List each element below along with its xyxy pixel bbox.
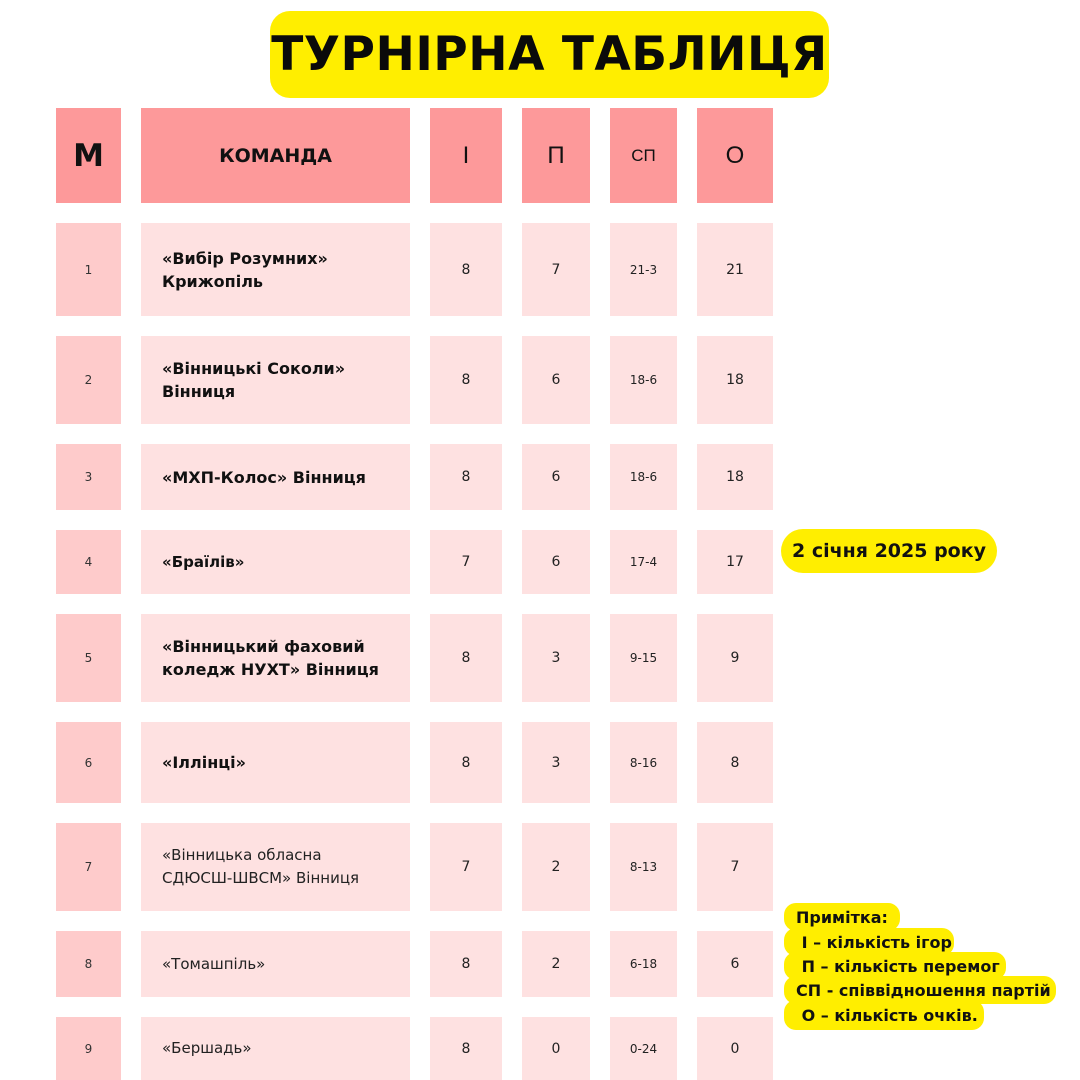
games-cell: 8: [430, 336, 502, 424]
header-games: І: [430, 108, 502, 203]
sets-cell: 0-24: [610, 1017, 677, 1080]
rank-cell: 2: [56, 336, 121, 424]
rank-cell: 3: [56, 444, 121, 510]
team-name: «Вінницька обласна СДЮСШ-ШВСМ» Вінниця: [162, 846, 360, 887]
rank-cell: 1: [56, 223, 121, 316]
sets-cell: 8-16: [610, 722, 677, 803]
points-cell: 18: [697, 444, 773, 510]
wins-cell: 3: [522, 722, 590, 803]
sets-cell: 17-4: [610, 530, 677, 594]
team-name: «Бершадь»: [162, 1039, 252, 1057]
sets-cell: 8-13: [610, 823, 677, 911]
note-line-games: І – кількість ігор: [784, 928, 954, 956]
games-cell: 8: [430, 931, 502, 997]
team-cell: [141, 931, 410, 997]
rank-cell: 4: [56, 530, 121, 594]
points-cell: 8: [697, 722, 773, 803]
note-line-sets: СП - співвідношення партій: [784, 976, 1056, 1004]
wins-cell: 3: [522, 614, 590, 702]
team-name: «Браїлів»: [162, 552, 245, 571]
sets-cell: 9-15: [610, 614, 677, 702]
points-cell: 0: [697, 1017, 773, 1080]
team-cell: [141, 444, 410, 510]
header-sets: СП: [610, 108, 677, 203]
points-cell: 17: [697, 530, 773, 594]
wins-cell: 7: [522, 223, 590, 316]
header-wins: П: [522, 108, 590, 203]
note-title: Примітка:: [784, 903, 900, 931]
games-cell: 8: [430, 444, 502, 510]
rank-cell: 5: [56, 614, 121, 702]
page-title: ТУРНІРНА ТАБЛИЦЯ: [271, 27, 828, 82]
team-cell: [141, 614, 410, 702]
sets-cell: 6-18: [610, 931, 677, 997]
games-cell: 8: [430, 614, 502, 702]
wins-cell: 6: [522, 336, 590, 424]
rank-cell: 8: [56, 931, 121, 997]
wins-cell: 0: [522, 1017, 590, 1080]
games-cell: 8: [430, 223, 502, 316]
games-cell: 8: [430, 1017, 502, 1080]
points-cell: 9: [697, 614, 773, 702]
team-name: «Іллінці»: [162, 753, 246, 772]
sets-cell: 18-6: [610, 444, 677, 510]
team-name: «Томашпіль»: [162, 954, 266, 973]
team-cell: [141, 722, 410, 803]
team-cell: [141, 823, 410, 911]
games-cell: 8: [430, 722, 502, 803]
header-rank: М: [56, 108, 121, 203]
team-cell: [141, 1017, 410, 1080]
points-cell: 18: [697, 336, 773, 424]
title-banner: [270, 11, 829, 98]
team-name: «Вінницький фаховий коледж НУХТ» Вінниця: [162, 637, 379, 679]
games-cell: 7: [430, 530, 502, 594]
team-cell: [141, 336, 410, 424]
points-cell: 7: [697, 823, 773, 911]
note-line-wins: П – кількість перемог: [784, 952, 1006, 980]
team-cell: [141, 530, 410, 594]
team-name: «Вибір Розумних» Крижопіль: [162, 248, 328, 291]
rank-cell: 7: [56, 823, 121, 911]
rank-cell: 9: [56, 1017, 121, 1080]
date-badge: 2 січня 2025 року: [781, 529, 997, 573]
rank-cell: 6: [56, 722, 121, 803]
wins-cell: 2: [522, 931, 590, 997]
sets-cell: 21-3: [610, 223, 677, 316]
games-cell: 7: [430, 823, 502, 911]
points-cell: 21: [697, 223, 773, 316]
header-points: О: [697, 108, 773, 203]
header-team: КОМАНДА: [141, 108, 410, 203]
wins-cell: 6: [522, 444, 590, 510]
team-name: «МХП-Колос» Вінниця: [162, 467, 366, 487]
points-cell: 6: [697, 931, 773, 997]
wins-cell: 6: [522, 530, 590, 594]
note-line-points: О – кількість очків.: [784, 1000, 984, 1030]
team-name: «Вінницькі Соколи» Вінниця: [162, 359, 346, 401]
team-cell: [141, 223, 410, 316]
wins-cell: 2: [522, 823, 590, 911]
sets-cell: 18-6: [610, 336, 677, 424]
